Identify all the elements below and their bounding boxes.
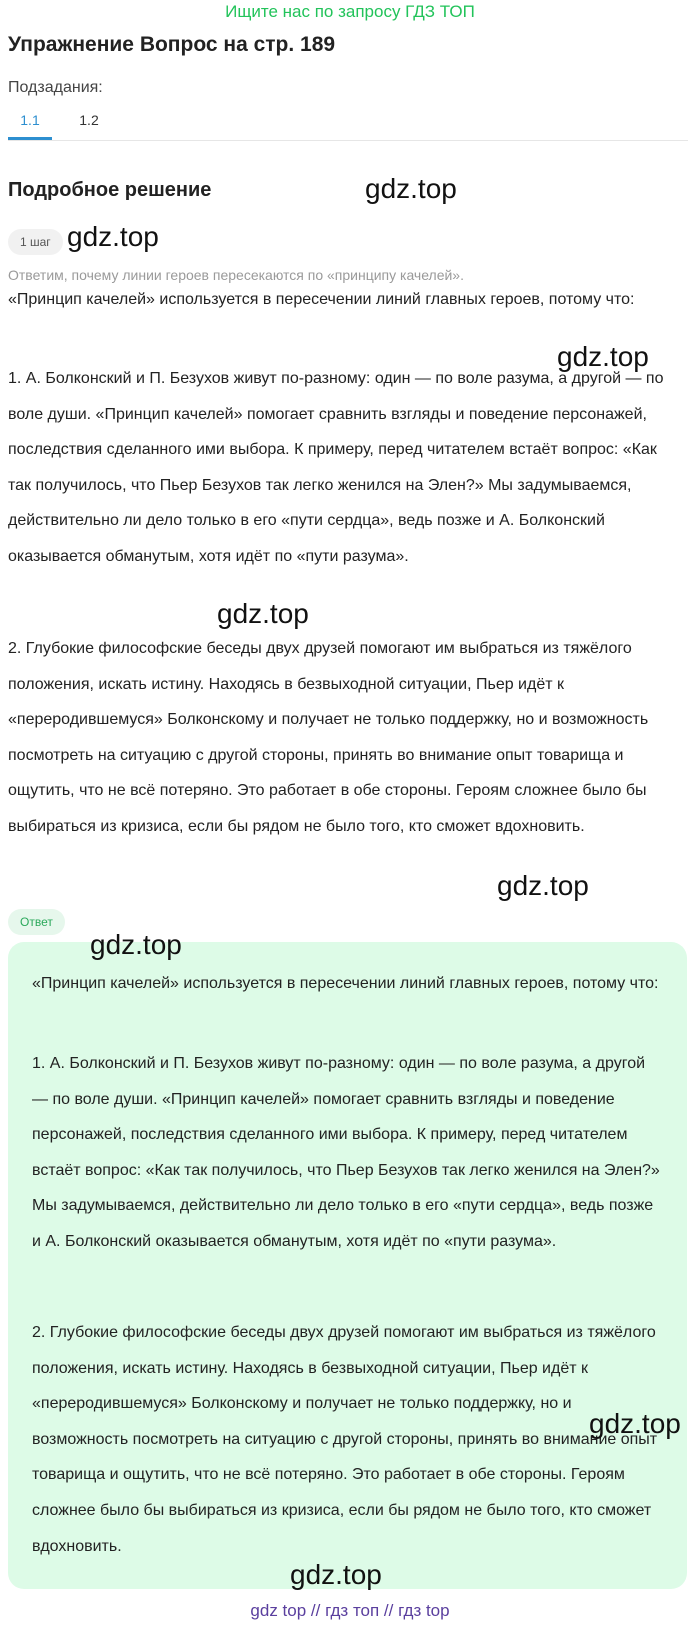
step-badge: 1 шаг — [8, 229, 63, 255]
answer-paragraph: «Принцип качелей» используется в пересечении линий главных героев, потому что: — [32, 975, 659, 992]
page-title: Упражнение Вопрос на стр. 189 — [8, 33, 336, 56]
watermark: gdz.top — [365, 173, 457, 204]
watermark: gdz.top — [67, 221, 159, 252]
tab-1-2[interactable]: 1.2 — [79, 112, 99, 128]
answer-paragraph: 2. Глубокие философские беседы двух друзей помогают им выбраться из тяжёлого положения, искать истину. Находясь в безвыходной ситуации, Пьер идёт к «переродившемуся» Болконскому и получает не только поддержку, но и возможность посмотреть на ситуацию с другой стороны, принять во внимание опыт товарища и ощутить, что не всё потеряно. Это работает в обе стороны. Героям сложнее было бы выбираться из кризиса, если бы рядом не было того, кто сможет вдохновить. — [32, 1324, 658, 1555]
promo-banner: Ищите нас по запросу ГДЗ ТОП — [225, 2, 475, 21]
watermark: gdz.top — [497, 870, 589, 901]
watermark: gdz.top — [557, 341, 649, 372]
solution-title: Подробное решение — [8, 179, 212, 201]
step-hint: Ответим, почему линии героев пересекаются по «принципу качелей». — [8, 267, 464, 283]
watermark: gdz.top — [589, 1408, 681, 1439]
watermark: gdz.top — [217, 598, 309, 629]
solution-paragraph: 2. Глубокие философские беседы двух друзей помогают им выбраться из тяжёлого положения, искать истину. Находясь в безвыходной ситуации, Пьер идёт к «переродившемуся» Болконскому и получает не только поддержку, но и возможность посмотреть на ситуацию с другой стороны, принять во внимание опыт товарища и ощутить, что не всё потеряно. Это работает в обе стороны. Героям сложнее было бы выбираться из кризиса, если бы рядом не было того, кто сможет вдохновить. — [8, 640, 649, 835]
footer-links[interactable]: gdz top // гдз топ // гдз top — [250, 1601, 450, 1620]
answer-badge: Ответ — [8, 909, 65, 935]
watermark: gdz.top — [90, 929, 182, 960]
tab-1-1[interactable]: 1.1 — [8, 107, 52, 140]
solution-paragraph: 1. А. Болконский и П. Безухов живут по-разному: один — по воле разума, а другой — по воле души. «Принцип качелей» помогает сравнить взгляды и поведение персонажей, последствия сделанного ими выбора. К примеру, перед читателем встаёт вопрос: «Как так получилось, что Пьер Безухов так легко женился на Элен?» Мы задумываемся, действительно ли дело только в его «пути сердца», ведь позже и А. Болконский оказывается обманутым, хотя идёт по «пути разума». — [8, 370, 664, 565]
subtasks-label: Подзадания: — [8, 79, 103, 96]
subtask-tabs — [8, 107, 688, 141]
answer-paragraph: 1. А. Болконский и П. Безухов живут по-разному: один — по воле разума, а другой — по воле души. «Принцип качелей» помогает сравнить взгляды и поведение персонажей, последствия сделанного ими выбора. К примеру, перед читателем встаёт вопрос: «Как так получилось, что Пьер Безухов так легко женился на Элен?» Мы задумываемся, действительно ли дело только в его «пути сердца», ведь позже и А. Болконский оказывается обманутым, хотя идёт по «пути разума». — [32, 1055, 660, 1250]
solution-paragraph: «Принцип качелей» используется в пересечении линий главных героев, потому что: — [8, 291, 635, 308]
watermark: gdz.top — [290, 1559, 382, 1590]
